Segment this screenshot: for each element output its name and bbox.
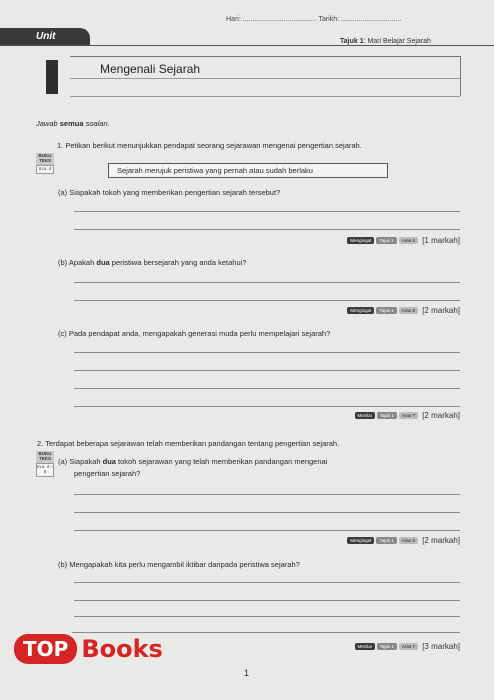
level-tag: Aras S (399, 537, 419, 544)
skill-tag: Mengingat (347, 237, 374, 244)
textbook-ref-badge: BUKU TEKS m.s. 4 (36, 153, 54, 174)
question-1b-text: (b) Apakah dua peristiwa bersejarah yang anda ketahui? (58, 258, 247, 267)
answer-line[interactable] (74, 352, 460, 353)
skill-tag: Mengingat (347, 537, 374, 544)
level-tag: Aras S (399, 237, 419, 244)
question-1a-text: (a) Siapakah tokoh yang memberikan pengertian sejarah tersebut? (58, 188, 281, 197)
question-2a-text: (a) Siapakah dua tokoh sejarawan yang telah memberikan pandangan mengenai (58, 457, 328, 466)
level-tag: Aras T (399, 412, 418, 419)
textbook-ref-badge: BUKU TEKS m.s. 4 – 5 (36, 451, 54, 477)
answer-line[interactable] (74, 370, 460, 371)
answer-line[interactable] (74, 229, 460, 230)
marks-label: [3 markah] (422, 642, 460, 651)
skill-tag: Mengingat (347, 307, 374, 314)
title-box-border (460, 56, 461, 96)
title-box-border (70, 56, 460, 57)
topic-tag: Tajuk 1 (376, 237, 396, 244)
topic-tag: Tajuk 1 (376, 307, 396, 314)
level-tag: Aras S (399, 307, 419, 314)
answer-line[interactable] (74, 530, 460, 531)
skill-tag: Menilai (355, 643, 375, 650)
marks-label: [2 markah] (422, 411, 460, 420)
answer-line[interactable] (74, 616, 460, 617)
topic-label: Tajuk 1: Mari Belajar Sejarah (340, 38, 431, 45)
unit-title: Mengenali Sejarah (100, 62, 201, 76)
unit-tab: Unit (0, 28, 90, 46)
answer-line[interactable] (74, 211, 460, 212)
answer-line[interactable] (74, 582, 460, 583)
question-1c-text: (c) Pada pendapat anda, mengapakah generasi muda perlu mempelajari sejarah? (58, 329, 331, 338)
answer-line[interactable] (74, 300, 460, 301)
skill-tag: Menilai (355, 412, 375, 419)
answer-line[interactable] (72, 632, 460, 633)
marks-label: [2 markah] (422, 536, 460, 545)
title-box-line (70, 96, 460, 97)
date-line: Hari: ...................................... Tarikh: ............................... (226, 16, 402, 23)
answer-line[interactable] (74, 494, 460, 495)
quote-box: Sejarah merujuk peristiwa yang pernah atau sudah berlaku (108, 163, 388, 178)
question-2a-text-line2: pengertian sejarah? (74, 469, 141, 478)
question-2-text: 2. Terdapat beberapa sejarawan telah memberikan pandangan tentang pengertian sejarah. (37, 439, 340, 448)
question-1-text: 1. Petikan berikut menunjukkan pendapat seorang sejarawan mengenai pengertian sejarah. (57, 141, 362, 150)
unit-number-block (46, 60, 58, 94)
question-2b-text: (b) Mengapakah kita perlu mengambil iktibar daripada peristiwa sejarah? (58, 560, 300, 569)
mark-row (347, 306, 460, 315)
mark-row (355, 411, 461, 420)
topic-tag: Tajuk 1 (377, 643, 397, 650)
answer-line[interactable] (74, 388, 460, 389)
mark-row (355, 642, 461, 651)
level-tag: Aras T (399, 643, 418, 650)
answer-line[interactable] (74, 600, 460, 601)
mark-row (347, 536, 460, 545)
title-box-line (70, 78, 460, 79)
answer-line[interactable] (74, 512, 460, 513)
page-number: 1 (244, 668, 250, 678)
marks-label: [1 markah] (422, 236, 460, 245)
answer-line[interactable] (74, 406, 460, 407)
instructions: Jawab semua soalan. (36, 119, 110, 128)
marks-label: [2 markah] (422, 306, 460, 315)
mark-row (347, 236, 460, 245)
header-rule (0, 45, 494, 46)
answer-line[interactable] (74, 282, 460, 283)
topic-tag: Tajuk 1 (377, 412, 397, 419)
topbooks-logo: TOP Books (14, 634, 163, 664)
topic-tag: Tajuk 1 (376, 537, 396, 544)
